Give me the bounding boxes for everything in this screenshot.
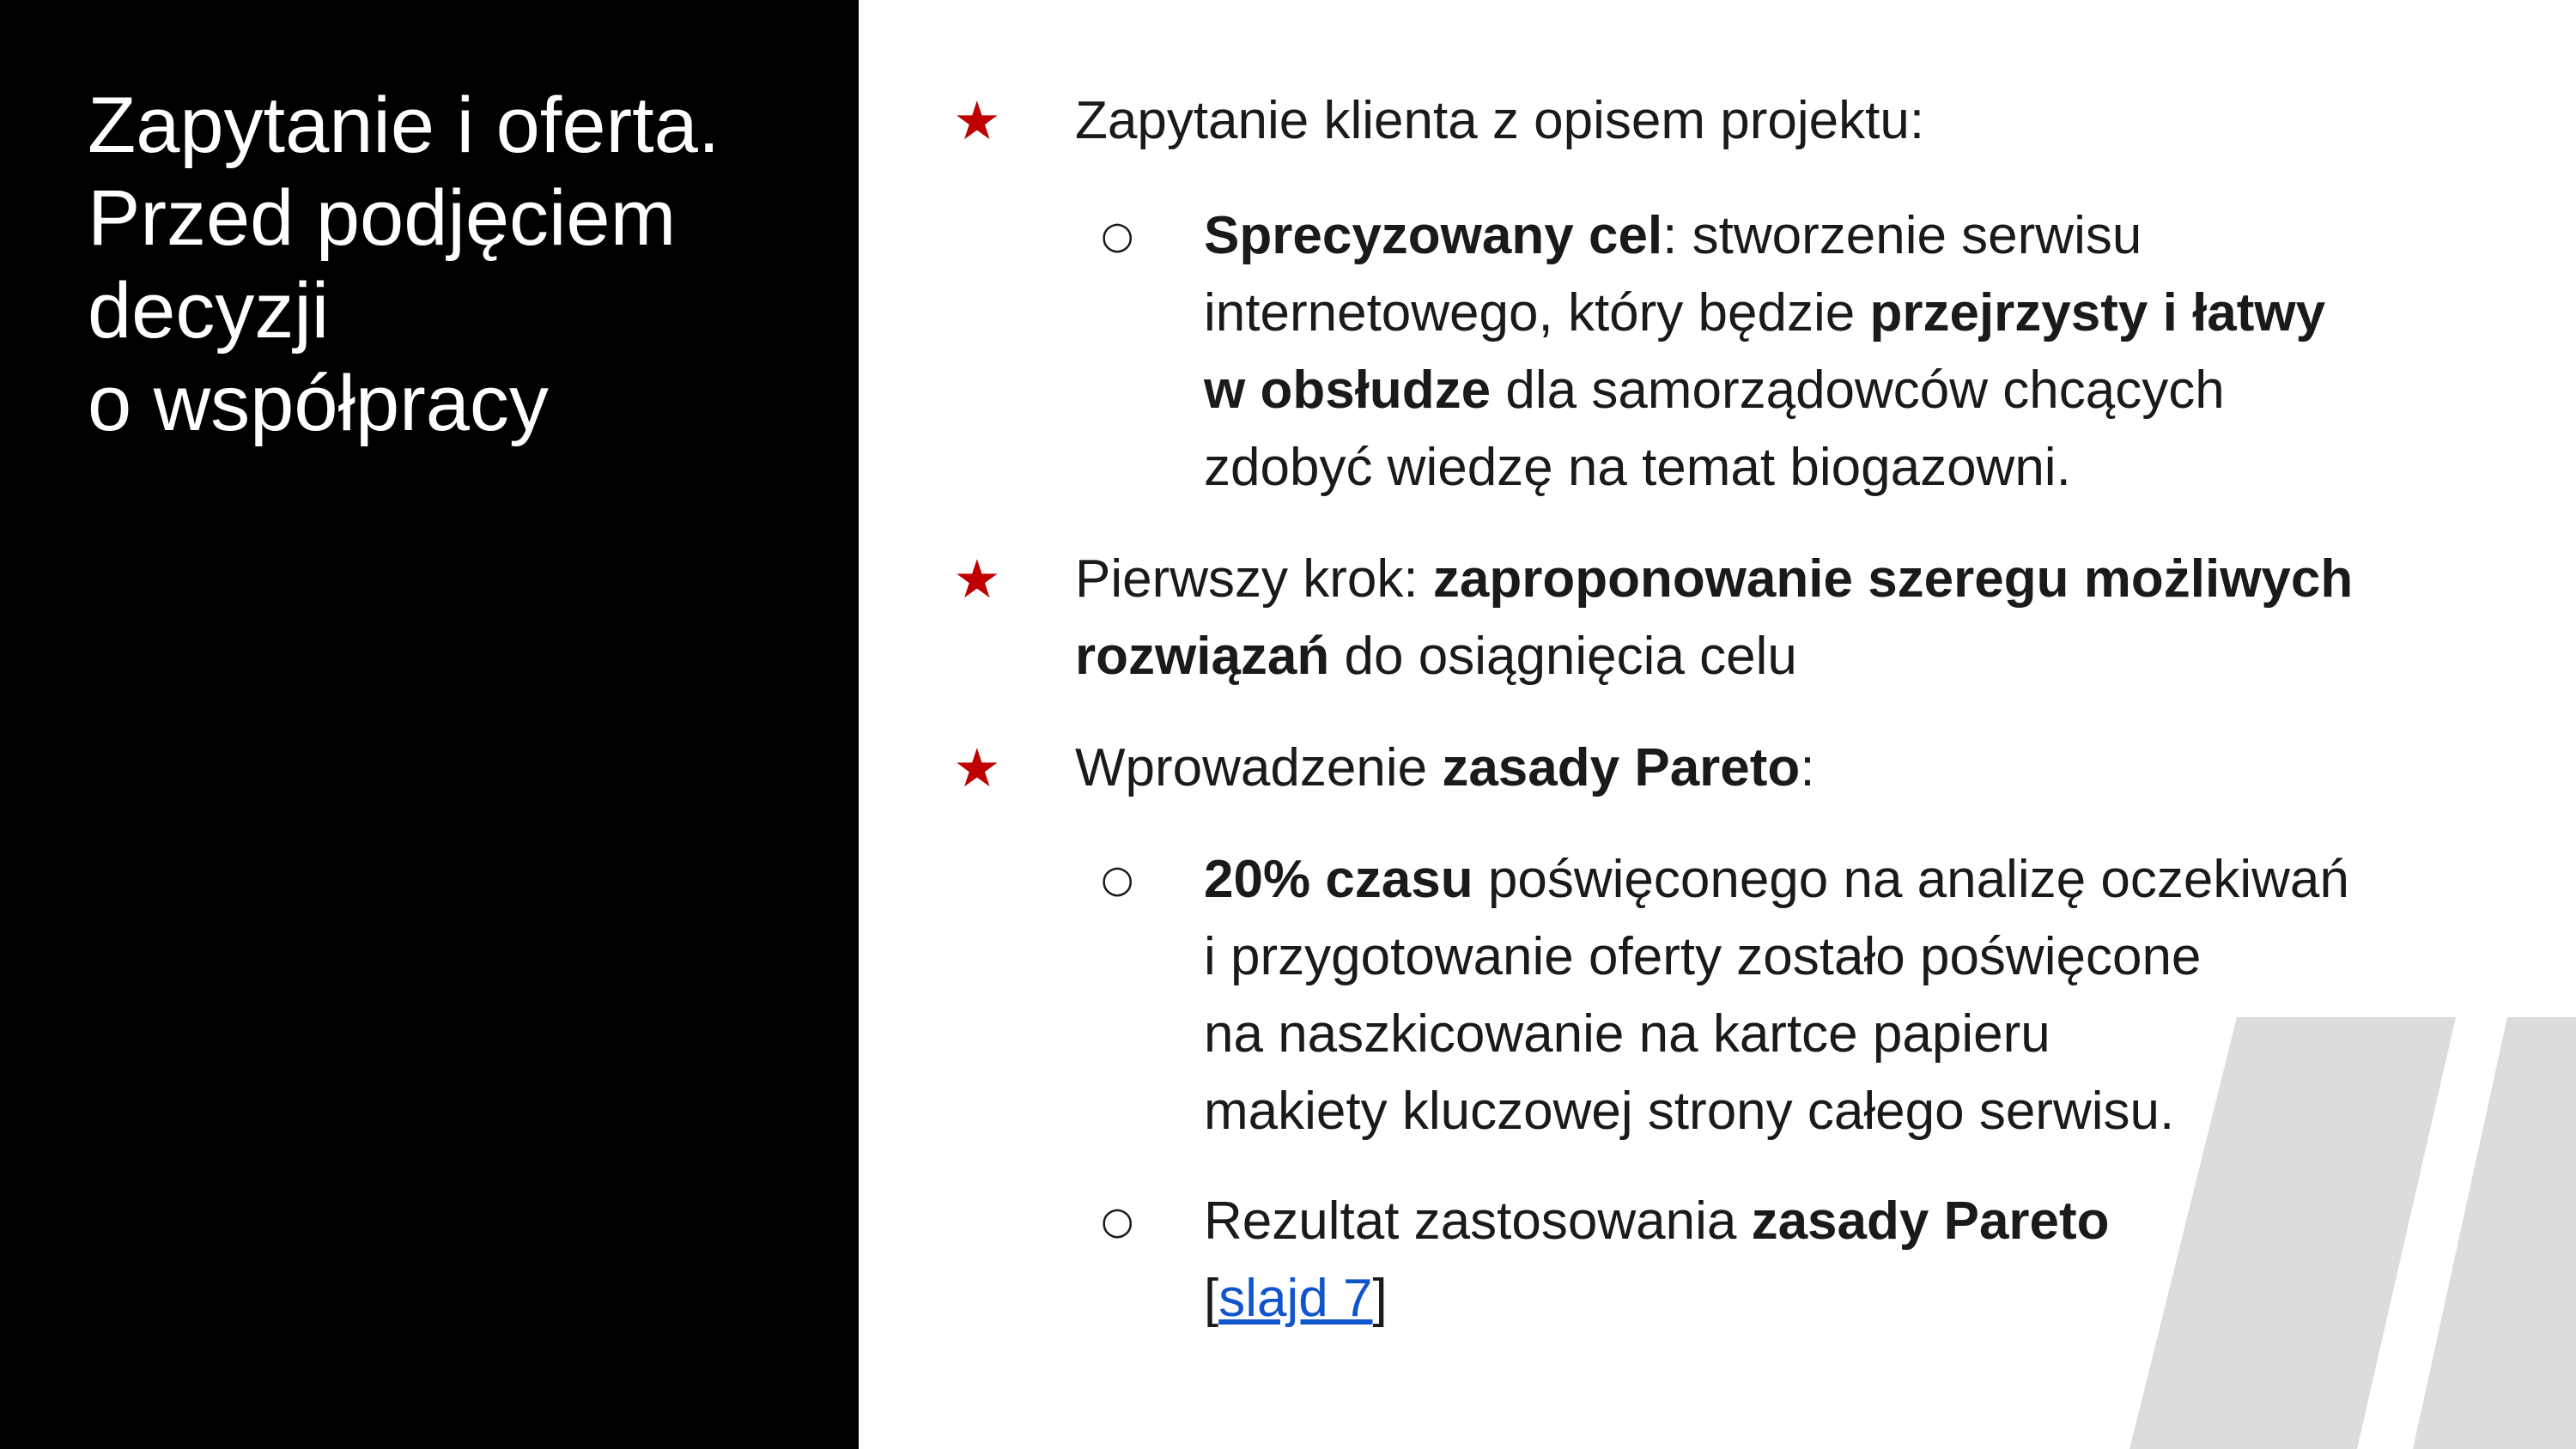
- bold-text: zasady Pareto: [1751, 1191, 2110, 1251]
- sub-bullet-text: Sprecyzowany cel: stworzenie serwisu internetowego, który będzie przejrzysty i łatwy w obsłudze dla samorządowców chcących zdobyć wiedzę na temat biogazowni.: [1204, 206, 2326, 497]
- bullet-item-first-step: [953, 541, 2499, 695]
- bold-text: rozwiązań: [1075, 627, 1330, 686]
- slide-content: [953, 82, 2499, 1337]
- circle-bullet-icon: ○: [1101, 1199, 1134, 1243]
- sub-bullet-text: 20% czasu poświęconego na analizę oczekiwań i przygotowanie oferty zostało poświęcone na naszkicowanie na kartce papieru makiety kluczowej strony całego serwisu.: [1204, 850, 2349, 1141]
- title-line-4: o współpracy: [88, 360, 549, 447]
- slide-7-link[interactable]: slajd 7: [1218, 1269, 1373, 1328]
- bullet-text: Wprowadzenie zasady Pareto:: [1075, 738, 1815, 797]
- sub-bullet-goal: [953, 197, 2499, 506]
- bullet-text: Pierwszy krok: zaproponowanie szeregu możliwych rozwiązań do osiągnięcia celu: [1075, 549, 2354, 686]
- slide-title: [88, 79, 826, 450]
- bullet-item-pareto: [953, 730, 2499, 807]
- bullet-item-request: [953, 82, 2499, 160]
- sub-bullet-result: [953, 1183, 2499, 1337]
- title-line-3: decyzji: [88, 267, 330, 355]
- bold-text: zaproponowanie szeregu możliwych: [1432, 549, 2354, 609]
- bold-text: zasady Pareto: [1442, 738, 1801, 797]
- title-panel: [0, 0, 859, 1449]
- circle-bullet-icon: ○: [1101, 858, 1134, 901]
- title-line-2: Przed podjęciem: [88, 174, 677, 262]
- bullet-text: Zapytanie klienta z opisem projektu:: [1075, 91, 1925, 150]
- bold-text: Sprecyzowany cel: [1204, 206, 1663, 265]
- sub-bullet-text: Rezultat zastosowania zasady Pareto [slajd 7]: [1204, 1191, 2110, 1328]
- circle-bullet-icon: ○: [1101, 214, 1134, 258]
- star-bullet-icon: ★: [953, 89, 1001, 152]
- star-bullet-icon: ★: [953, 737, 1001, 799]
- bold-text: w obsłudze: [1204, 361, 1492, 420]
- sub-bullet-time: [953, 841, 2499, 1150]
- star-bullet-icon: ★: [953, 548, 1001, 610]
- bold-text: przejrzysty i łatwy: [1869, 283, 2326, 343]
- title-line-1: Zapytanie i oferta.: [88, 82, 720, 169]
- bold-text: 20% czasu: [1204, 850, 1473, 909]
